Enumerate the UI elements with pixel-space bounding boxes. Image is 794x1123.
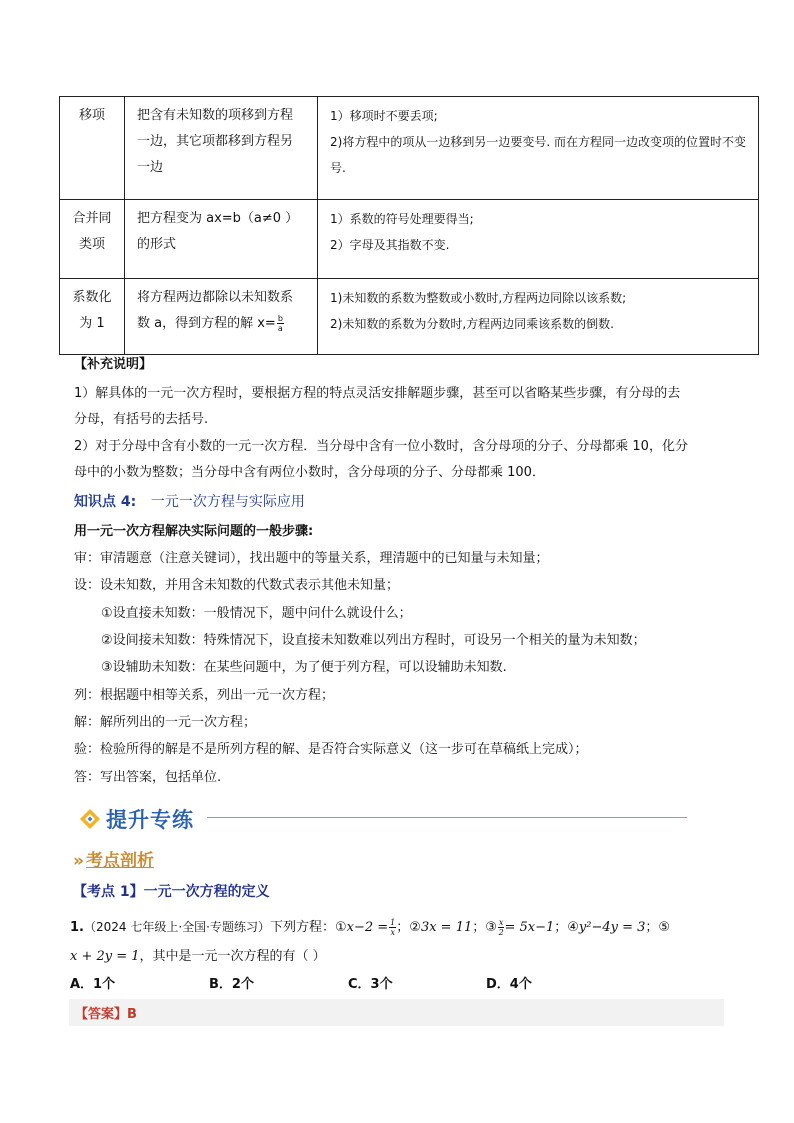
kp-intro: 用一元一次方程解决实际问题的一般步骤: [74, 524, 314, 539]
equation-label: ⑤ [658, 920, 671, 935]
note-line: 2）字母及其指数不变. [330, 238, 450, 252]
fraction-numerator: b [277, 314, 283, 323]
fraction-denominator: a [277, 324, 283, 333]
kp-step: 验：检验所得的解是不是所列方程的解、是否符合实际意义（这一步可在草稿纸上完成）； [74, 742, 588, 757]
step-description [125, 279, 318, 355]
note-line: 1)未知数的系数为整数或小数时,方程两边同除以该系数; [330, 291, 627, 305]
question-number: 1. [70, 920, 84, 935]
equation-label: ② [409, 920, 421, 935]
option-a[interactable]: A．1个 [70, 977, 116, 992]
fraction-numerator: x [498, 918, 504, 927]
diamond-icon [79, 808, 101, 830]
subhead-title: 考点剖析 [85, 851, 154, 871]
table-row [60, 279, 759, 355]
separator: ； [554, 920, 568, 935]
banner-title: 提升专练 [106, 808, 194, 832]
banner-divider [207, 817, 687, 818]
separator: ； [396, 920, 410, 935]
question-tail: ，其中是一元一次方程的有（ ） [139, 949, 326, 964]
equation-3: = 5x−1 [504, 920, 555, 935]
step-name: 系数化为 1 [60, 279, 125, 355]
step-notes [318, 97, 759, 200]
kp-step: 设：设未知数，并用含未知数的代数式表示其他未知量； [74, 578, 400, 593]
equation-4: y²−4y = 3 [578, 920, 646, 935]
table-row [60, 97, 759, 200]
supplement-heading: 【补充说明】 [74, 357, 153, 372]
kp-substep: ③设辅助未知数：在某些问题中，为了便于列方程，可以设辅助未知数. [101, 660, 507, 675]
question-source: （2024 七年级上·全国·专题练习） [83, 920, 270, 934]
question-line [70, 916, 670, 937]
section-title: 【考点 1】一元一次方程的定义 [73, 884, 270, 900]
equation-1: x−2 = [346, 920, 389, 935]
supplement-text: 母中的小数为整数；当分母中含有两位小数时，含分母项的分子、分母都乘 100． [74, 465, 545, 480]
step-notes [318, 200, 759, 279]
step-description: 把含有未知数的项移到方程一边，其它项都移到方程另一边 [125, 97, 318, 200]
knowledge-point-label: 知识点 4: [74, 494, 137, 510]
fraction-denominator: 2 [498, 928, 504, 937]
fraction-denominator: x [390, 928, 395, 937]
kp-substep: ①设直接未知数：一般情况下，题中问什么就设什么； [101, 606, 412, 621]
answer-box [69, 999, 724, 1026]
option-d[interactable]: D．4个 [486, 977, 532, 992]
note-line: 2)将方程中的项从一边移到另一边要变号. 而在方程同一边改变项的位置时不变号. [330, 135, 746, 175]
solution-steps-table [59, 96, 759, 355]
separator: ； [472, 920, 486, 935]
equation-label: ④ [567, 920, 579, 935]
kp-step: 审：审清题意（注意关键词），找出题中的等量关系，理清题中的已知量与未知量； [74, 551, 549, 566]
kp-substep: ②设间接未知数：特殊情况下，设直接未知数难以列出方程时，可设另一个相关的量为未知数； [101, 633, 646, 648]
answer-text: 【答案】B [75, 1007, 137, 1022]
supplement-text: 分母，有括号的去括号. [74, 412, 209, 427]
equation-label: ③ [485, 920, 497, 935]
table-row [60, 200, 759, 279]
knowledge-point-heading [74, 492, 305, 512]
fraction-b-over-a [277, 314, 284, 333]
question-prompt: 下列方程： [269, 920, 335, 935]
kp-step: 列：根据题中相等关系，列出一元一次方程； [74, 688, 335, 703]
step-name: 合并同类项 [60, 200, 125, 279]
equation-5: x + 2y = 1 [70, 949, 140, 964]
step-description: 把方程变为 ax=b（a≠0 ）的形式 [125, 200, 318, 279]
option-b[interactable]: B．2个 [209, 977, 254, 992]
separator: ； [645, 920, 659, 935]
step-name: 移项 [60, 97, 125, 200]
note-line: 1）系数的符号处理要得当; [330, 212, 474, 226]
supplement-text: 2）对于分母中含有小数的一元一次方程．当分母中含有一位小数时，含分母项的分子、分母都乘 10，化分 [74, 439, 688, 454]
knowledge-point-title: 一元一次方程与实际应用 [150, 494, 305, 510]
supplement-text: 1）解具体的一元一次方程时，要根据方程的特点灵活安排解题步骤，甚至可以省略某些步骤，有分母的去 [74, 386, 681, 401]
equation-2: 3x = 11 [420, 920, 473, 935]
step-notes [318, 279, 759, 355]
kp-step: 解：解所列出的一元一次方程； [74, 715, 257, 730]
fraction-numerator: 1 [390, 918, 396, 927]
subhead [73, 846, 154, 871]
description-text: 将方程两边都除以未知数系数 a，得到方程的解 x= [137, 290, 294, 331]
kp-step: 答：写出答案，包括单位. [74, 770, 222, 785]
equation-label: ① [334, 920, 347, 935]
double-chevron-icon: » [73, 851, 84, 871]
note-line: 2)未知数的系数为分数时,方程两边同乘该系数的倒数. [330, 317, 614, 331]
option-c[interactable]: C．3个 [348, 977, 393, 992]
note-line: 1）移项时不要丢项; [330, 109, 438, 123]
question-line [70, 945, 326, 964]
